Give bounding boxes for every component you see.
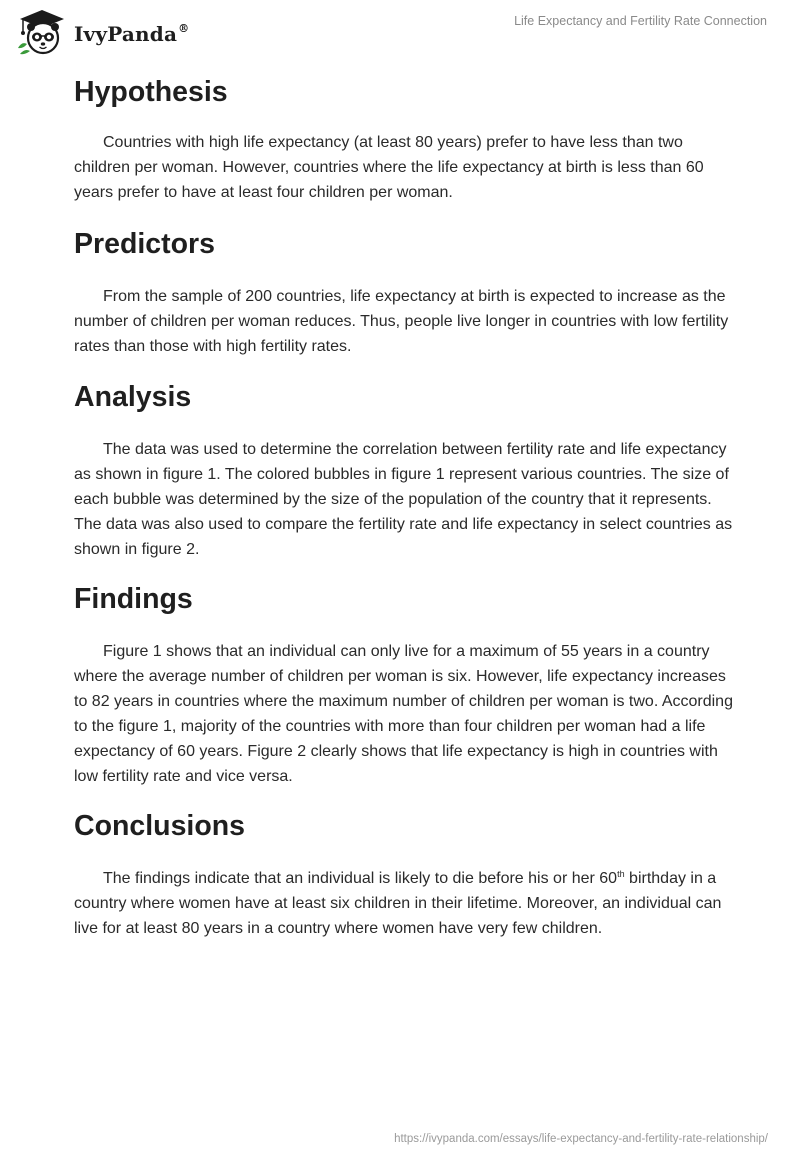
section-heading: Analysis: [74, 381, 192, 413]
section-paragraph: From the sample of 200 countries, life expectancy at birth is expected to increase as the number of children per woman reduces. Thus, people live longer in countries with low fertility rates than those with high fertility rates.: [74, 288, 729, 355]
section-heading: Conclusions: [74, 810, 246, 842]
source-url-link[interactable]: https://ivypanda.com/essays/life-expectancy-and-fertility-rate-relationship/: [394, 1133, 768, 1145]
section-analysis: [74, 375, 734, 562]
panda-graduate-icon: [14, 8, 70, 56]
paragraph-text-end: birthday in a country where women have at least six children in their lifetime. Moreover, an individual can live for at least 80 years in a country where women have very few children.: [74, 870, 722, 937]
paragraph-text-start: The findings indicate that an individual is likely to die before his or her 60: [103, 870, 618, 887]
document-title: Life Expectancy and Fertility Rate Connection: [514, 14, 767, 28]
section-paragraph: [74, 866, 734, 941]
section-predictors: [74, 222, 734, 359]
section-conclusions: [74, 804, 734, 941]
section-heading: Hypothesis: [74, 76, 228, 108]
section-findings: [74, 577, 734, 789]
section-paragraph: Countries with high life expectancy (at least 80 years) prefer to have less than two children per woman. However, countries where the life expectancy at birth is less than 60 years prefer to have at least four children per woman.: [74, 134, 704, 201]
brand-name: IvyPanda®: [74, 22, 190, 46]
section-paragraph: Figure 1 shows that an individual can only live for a maximum of 55 years in a country where the average number of children per woman is six. However, life expectancy increases to 82 years in countries where the maximum number of children per woman is two. According to the figure 1, majority of the countries with more than four children per woman had a life expectancy of 60 years. Figure 2 clearly shows that life expectancy is high in countries with low fertility rate and vice versa.: [74, 643, 733, 785]
section-hypothesis: [74, 70, 734, 205]
section-heading: Predictors: [74, 228, 215, 260]
section-heading: Findings: [74, 583, 193, 615]
ordinal-superscript: th: [617, 869, 625, 879]
brand-logo[interactable]: [14, 8, 189, 56]
page-header: [0, 0, 800, 60]
section-paragraph: The data was used to determine the correlation between fertility rate and life expectancy as shown in figure 1. The colored bubbles in figure 1 represent various countries. The size of each bubble was determined by the size of the population of the country that it represents. The data was also used to compare the fertility rate and life expectancy in select countries as shown in figure 2.: [74, 441, 733, 558]
